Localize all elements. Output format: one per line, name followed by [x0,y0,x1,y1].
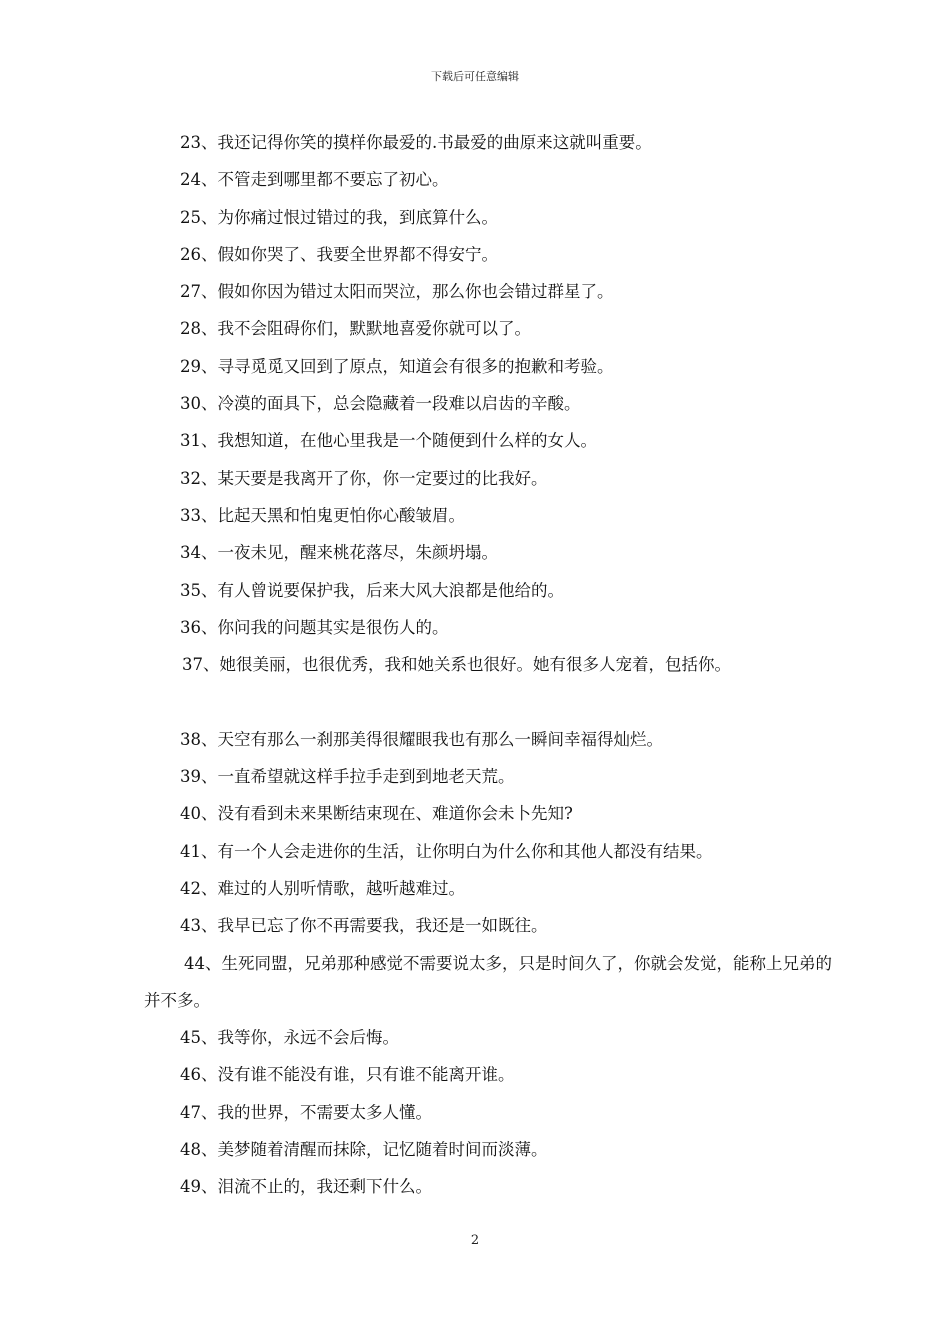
list-item: 29、寻寻觅觅又回到了原点，知道会有很多的抱歉和考验。 [180,356,614,376]
list-item: 24、不管走到哪里都不要忘了初心。 [180,170,449,190]
list-item: 49、泪流不止的，我还剩下什么。 [180,1177,432,1197]
list-item: 26、假如你哭了、我要全世界都不得安宁。 [180,244,498,264]
list-item: 38、天空有那么一刹那美得很耀眼我也有那么一瞬间幸福得灿烂。 [180,729,663,749]
list-item: 47、我的世界，不需要太多人懂。 [180,1102,432,1122]
list-item: 41、有一个人会走进你的生活，让你明白为什么你和其他人都没有结果。 [180,841,713,861]
list-item: 27、假如你因为错过太阳而哭泣，那么你也会错过群星了。 [180,282,614,302]
list-item: 39、一直希望就这样手拉手走到到地老天荒。 [180,767,515,787]
list-item: 46、没有谁不能没有谁，只有谁不能离开谁。 [180,1065,515,1085]
list-item: 45、我等你，永远不会后悔。 [180,1028,399,1048]
list-item: 34、一夜未见，醒来桃花落尽，朱颜坍塌。 [180,543,498,563]
list-item: 40、没有看到未来果断结束现在、难道你会未卜先知? [180,804,573,824]
list-item: 35、有人曾说要保护我，后来大风大浪都是他给的。 [180,580,564,600]
list-item: 42、难过的人别听情歌，越听越难过。 [180,878,465,898]
page-header: 下载后可任意编辑 [431,70,519,83]
list-item: 32、某天要是我离开了你，你一定要过的比我好。 [180,468,548,488]
list-item: 23、我还记得你笑的摸样你最爱的.书最爱的曲原来这就叫重要。 [180,133,652,152]
document-body [144,124,834,1206]
list-item: 36、你问我的问题其实是很伤人的。 [180,617,449,637]
list-item: 28、我不会阻碍你们，默默地喜爱你就可以了。 [180,319,531,339]
list-item: 43、我早已忘了你不再需要我，我还是一如既往。 [180,916,548,936]
list-item: 31、我想知道，在他心里我是一个随便到什么样的女人。 [180,431,597,451]
list-item: 48、美梦随着清醒而抹除，记忆随着时间而淡薄。 [180,1140,548,1160]
list-item: 37、她很美丽，也很优秀，我和她关系也很好。她有很多人宠着，包括你。 [182,655,731,675]
paragraph-gap [144,683,834,720]
list-item: 44、生死同盟，兄弟那种感觉不需要说太多，只是时间久了，你就会发觉，能称上兄弟的并不多。 [144,953,832,1010]
page-number: 2 [470,1233,480,1248]
list-item: 25、为你痛过恨过错过的我，到底算什么。 [180,207,498,227]
list-item: 30、冷漠的面具下，总会隐藏着一段难以启齿的辛酸。 [180,394,581,414]
list-item: 33、比起天黑和怕鬼更怕你心酸皱眉。 [180,505,465,525]
